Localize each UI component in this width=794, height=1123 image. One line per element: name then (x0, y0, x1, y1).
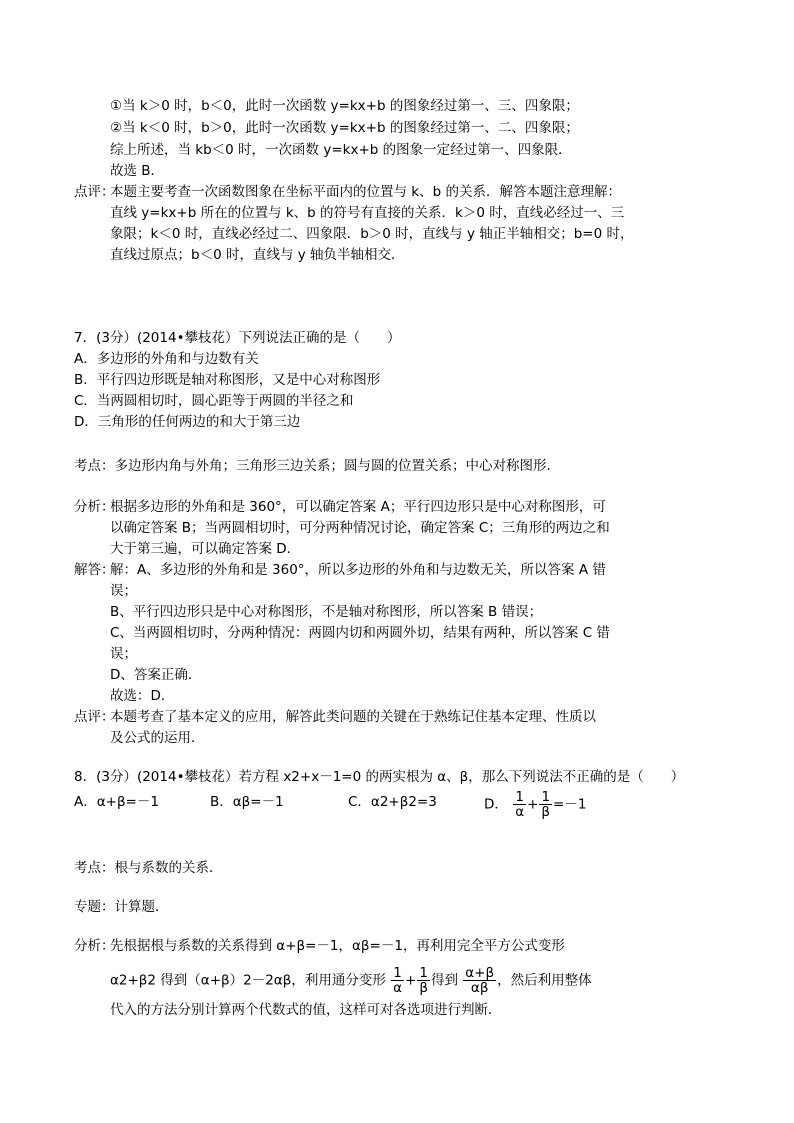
q8-stem: 8．(3分）(2014•攀枝花）若方程 x2+x－1=0 的两实根为 α、β，那么下列说法不正确的是（ ） (74, 769, 685, 785)
q8-fenxi-line-3: 代入的方法分别计算两个代数式的值，这样可对各选项进行判断． (110, 1002, 502, 1018)
q8-zhuanti: 专题：计算题． (74, 899, 169, 915)
q7-option-d: D．三角形的任何两边的和大于第三边 (74, 414, 301, 430)
q7-jieda-line-3: B、平行四边形只是中心对称图形，不是轴对称图形，所以答案 B 错误； (110, 604, 543, 620)
q7-option-a: A．多边形的外角和与边数有关 (74, 351, 259, 367)
q8-fenxi-frac-3: $\frac{\alpha+\beta}{\alpha\beta}$ (465, 965, 495, 996)
q6-comment-line-2: 直线 y=kx+b 所在的位置与 k、b 的符号有直接的关系．k＞0 时，直线必经过一、三 (110, 205, 625, 221)
q6-comment-line-4: 直线过原点；b＜0 时，直线与 y 轴负半轴相交． (110, 247, 405, 263)
q7-jieda-line-4: C、当两圆相切时，分两种情况：两圆内切和两圆外切，结果有两种，所以答案 C 错 (110, 625, 610, 641)
q6-case-1: ①当 k＞0 时，b＜0，此时一次函数 y=kx+b 的图象经过第一、三、四象限； (110, 98, 579, 114)
q7-dianping-label: 点评： (74, 709, 115, 725)
q8-option-d-frac-2: $\frac{1}{\beta}$ (541, 789, 551, 820)
q7-fenxi-label: 分析： (74, 499, 115, 515)
q7-kaodian: 考点：多边形内角与外角；三角形三边关系；圆与圆的位置关系；中心对称图形． (74, 458, 560, 474)
q7-option-b: B．平行四边形既是轴对称图形，又是中心对称图形 (74, 372, 381, 388)
q8-option-d: D． $\frac{1}{\alpha}$ + $\frac{1}{\beta}$ =－1 (484, 789, 587, 820)
q6-case-2: ②当 k＜0 时，b＞0，此时一次函数 y=kx+b 的图象经过第一、二、四象限； (110, 120, 579, 136)
q7-jieda-line-1: 解：A、多边形的外角和是 360°，所以多边形的外角和与边数无关，所以答案 A 错 (110, 562, 606, 578)
q8-option-c: C．α2+β2=3 (348, 794, 437, 810)
q6-comment-label: 点评： (74, 184, 115, 200)
q6-comment-line-1: 本题主要考查一次函数图象在坐标平面内的位置与 k、b 的关系．解答本题注意理解： (110, 184, 621, 200)
q7-jieda-line-6: D、答案正确． (110, 667, 202, 683)
q8-option-a: A．α+β=－1 (74, 794, 159, 810)
q7-option-c: C．当两圆相切时，圆心距等于两圆的半径之和 (74, 393, 354, 409)
q7-jieda-line-5: 误； (110, 646, 137, 662)
q7-fenxi-line-1: 根据多边形的外角和是 360°，可以确定答案 A；平行四边形只是中心对称图形，可 (110, 499, 606, 515)
q8-option-d-frac-1: $\frac{1}{\alpha}$ (515, 789, 525, 820)
q8-kaodian: 考点：根与系数的关系． (74, 860, 223, 876)
q7-fenxi-line-2: 以确定答案 B；当两圆相切时，可分两种情况讨论，确定答案 C；三角形的两边之和 (110, 520, 610, 536)
q8-fenxi-frac-1: $\frac{1}{\alpha}$ (393, 965, 403, 996)
q8-option-b: B．αβ=－1 (210, 794, 284, 810)
q8-fenxi-line-2: α2+β2 得到（α+β）2－2αβ，利用通分变形 $\frac{1}{\alpha}$ + $\frac{1}{\beta}$ 得到 $\frac{\alpha+\beta}{\alpha\beta}$ ，然后利用整体 (110, 965, 592, 996)
q8-option-d-label: D． (484, 796, 508, 813)
q6-comment-line-3: 象限；k＜0 时，直线必经过二、四象限．b＞0 时，直线与 y 轴正半轴相交；b=0 时， (110, 226, 634, 242)
q7-jieda-line-2: 误； (110, 583, 137, 599)
q8-fenxi-frac-2: $\frac{1}{\beta}$ (419, 965, 428, 996)
q7-fenxi-line-3: 大于第三遍，可以确定答案 D． (110, 541, 301, 557)
q7-stem: 7．(3分）(2014•攀枝花）下列说法正确的是（ ） (74, 330, 401, 346)
q8-fenxi-label: 分析： (74, 938, 115, 954)
q7-jieda-label: 解答： (74, 562, 115, 578)
q6-summary: 综上所述，当 kb＜0 时，一次函数 y=kx+b 的图象一定经过第一、四象限． (110, 142, 572, 158)
q8-fenxi-line-1: 先根据根与系数的关系得到 α+β=－1，αβ=－1，再利用完全平方公式变形 (110, 938, 565, 954)
q7-dianping-line-1: 本题考查了基本定义的应用，解答此类问题的关键在于熟练记住基本定理、性质以 (110, 709, 596, 725)
q6-choice: 故选 B． (110, 163, 165, 179)
q7-dianping-line-2: 及公式的运用． (110, 730, 205, 746)
q7-jieda-line-7: 故选：D． (110, 688, 175, 704)
